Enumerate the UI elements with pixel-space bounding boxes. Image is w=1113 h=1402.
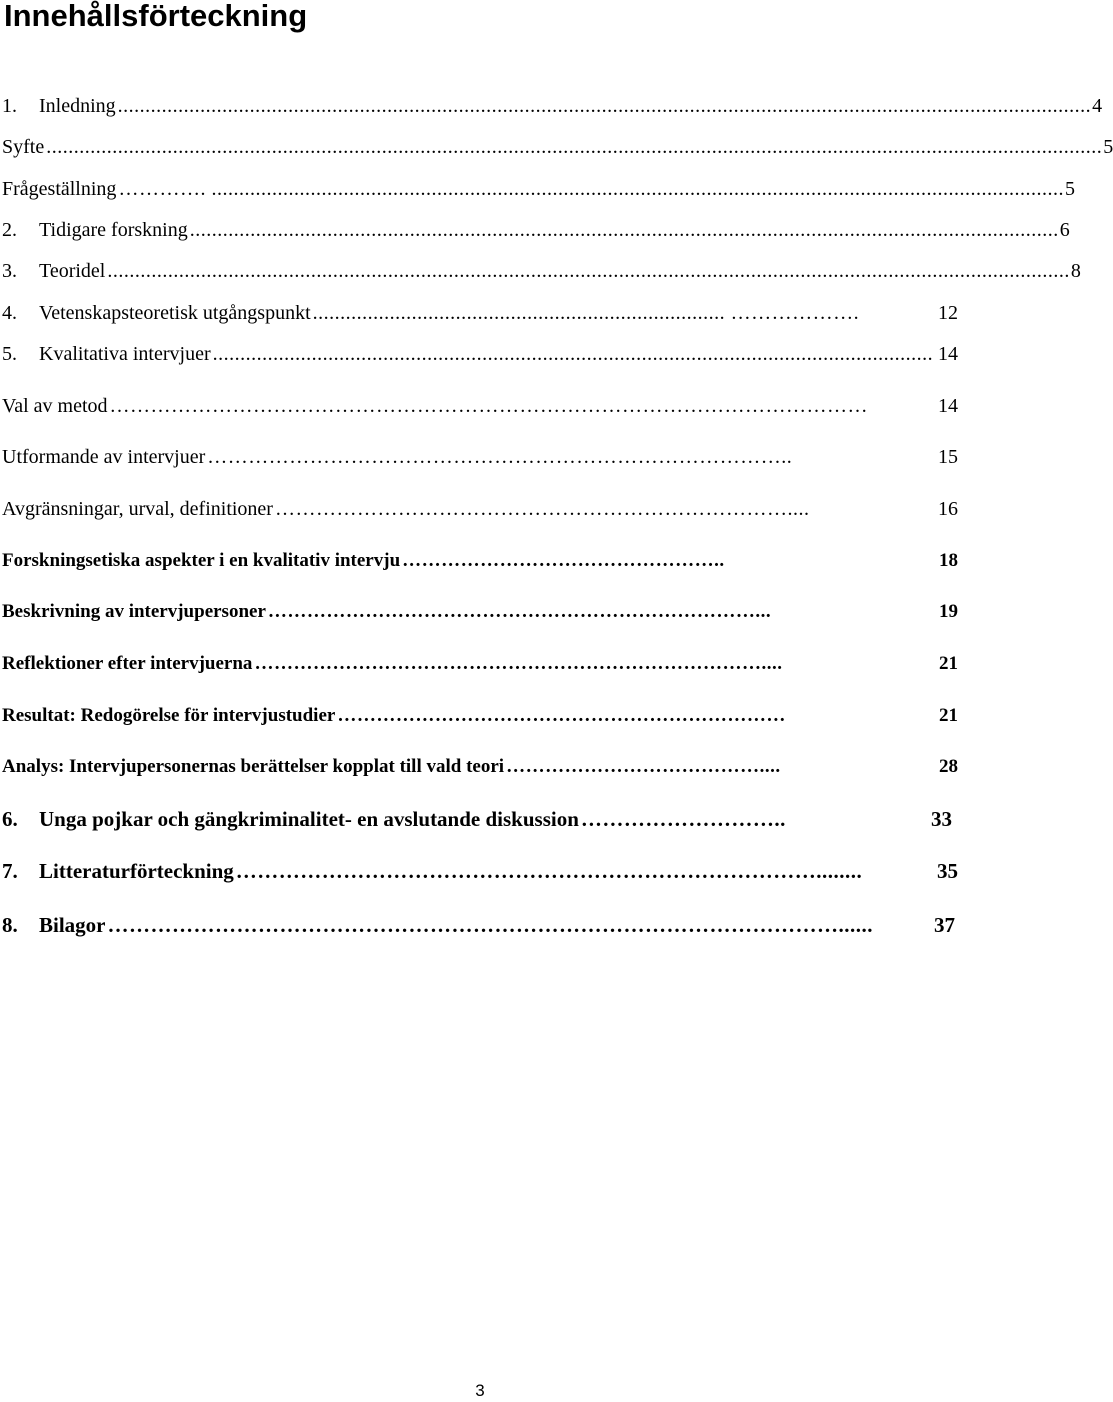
- toc-entry-number: 1.: [2, 95, 17, 117]
- toc-entry-val-av-metod[interactable]: [2, 393, 958, 419]
- toc-entry-page: 18: [939, 550, 958, 571]
- toc-entry-unga-pojkar[interactable]: [2, 806, 952, 832]
- toc-entry-page: 21: [939, 705, 958, 726]
- toc-entry-number: 7.: [2, 859, 18, 883]
- toc-leader-dots: ………………………………………………………………………........: [235, 859, 863, 883]
- toc-entry-fragestallning[interactable]: [2, 176, 1075, 202]
- toc-entry-label: Avgränsningar, urval, definitioner: [2, 498, 273, 520]
- toc-entry-label: Inledning: [39, 95, 116, 117]
- toc-leader-dots: …………………………………………………………………………………………......: [107, 913, 873, 937]
- toc-entry-label: Resultat: Redogörelse för intervjustudier: [2, 705, 336, 726]
- toc-entry-label: Kvalitativa intervjuer: [39, 343, 211, 365]
- toc-entry-analys[interactable]: [2, 754, 958, 780]
- toc-leader-dots: ………………………..: [580, 807, 786, 831]
- toc-leader-dots: ........................................................................... ……………….: [312, 302, 860, 324]
- toc-entry-forskningsetiska[interactable]: [2, 548, 958, 574]
- toc-entry-page: 5: [1064, 178, 1075, 200]
- toc-entry-reflektioner[interactable]: [2, 651, 958, 677]
- toc-entry-number: 6.: [2, 807, 18, 831]
- toc-leader-dots: …………………………………………………………………...: [267, 601, 772, 622]
- toc-entry-avgransningar[interactable]: [2, 496, 958, 522]
- page-title: Innehållsförteckning: [4, 0, 308, 33]
- toc-entry-label: Val av metod: [2, 395, 108, 417]
- toc-entry-number: 5.: [2, 343, 17, 365]
- toc-entry-utformande[interactable]: [2, 444, 958, 470]
- toc-entry-beskrivning[interactable]: [2, 599, 958, 625]
- toc-entry-label: Beskrivning av intervjupersoner: [2, 601, 266, 622]
- toc-entry-page: 6: [1059, 219, 1070, 241]
- toc-entry-label: Frågeställning: [2, 178, 117, 200]
- toc-entry-label: Utformande av intervjuer: [2, 446, 206, 468]
- toc-leader-dots: ...............................................................................................................................................................................: [107, 260, 1070, 282]
- toc-entry-page: 16: [938, 498, 958, 520]
- toc-entry-label: Analys: Intervjupersonernas berättelser kopplat till vald teori: [2, 756, 505, 777]
- toc-entry-tidigare-forskning[interactable]: [2, 217, 1070, 243]
- toc-entry-syfte[interactable]: [2, 134, 1113, 160]
- toc-leader-dots: ...................................................................................................................................: [212, 343, 934, 365]
- toc-entry-number: 2.: [2, 219, 17, 241]
- toc-leader-dots: …………………………………………..: [402, 550, 725, 571]
- toc-entry-label: Unga pojkar och gängkriminalitet- en avslutande diskussion: [39, 807, 579, 831]
- toc-entry-number: 3.: [2, 260, 17, 282]
- toc-leader-dots: …………………………………………………………………………………………………: [109, 395, 869, 417]
- toc-entry-vetenskapsteoretisk[interactable]: [2, 300, 958, 326]
- toc-entry-litteraturforteckning[interactable]: [2, 858, 958, 884]
- toc-leader-dots: ..............................................................................................................................................................: [189, 219, 1059, 241]
- toc-entry-label: Syfte: [2, 136, 45, 158]
- toc-entry-page: 37: [934, 913, 955, 937]
- toc-entry-label: Reflektioner efter intervjuerna: [2, 653, 253, 674]
- toc-entry-label: Forskningsetiska aspekter i en kvalitativ intervju: [2, 550, 401, 571]
- toc-entry-inledning[interactable]: [2, 93, 1103, 119]
- toc-entry-page: 28: [939, 756, 958, 777]
- toc-entry-page: 14: [938, 395, 958, 417]
- toc-leader-dots: …………………………………....: [506, 756, 781, 777]
- toc-entry-page: 35: [937, 859, 958, 883]
- toc-entry-resultat[interactable]: [2, 703, 958, 729]
- toc-entry-label: Teoridel: [39, 260, 106, 282]
- toc-leader-dots: .................................................................................................................................................................................: [117, 95, 1092, 117]
- toc-leader-dots: ……………………………………………………………: [337, 705, 786, 726]
- toc-entry-page: 12: [938, 302, 958, 324]
- toc-entry-label: Litteraturförteckning: [39, 859, 234, 883]
- toc-entry-page: 14: [938, 343, 958, 365]
- toc-entry-kvalitativa-intervjuer[interactable]: [2, 341, 958, 367]
- toc-entry-label: Bilagor: [39, 913, 106, 937]
- toc-entry-page: 33: [931, 807, 952, 831]
- toc-entry-label: Tidigare forskning: [39, 219, 188, 241]
- toc-leader-dots: …………. ...........................................................................................................................................................: [118, 178, 1064, 200]
- page-number: 3: [475, 1381, 485, 1400]
- toc-entry-bilagor[interactable]: [2, 912, 955, 938]
- toc-entry-number: 4.: [2, 302, 17, 324]
- toc-entry-teoridel[interactable]: [2, 258, 1081, 284]
- toc-entry-page: 5: [1103, 136, 1113, 158]
- toc-entry-number: 8.: [2, 913, 18, 937]
- toc-entry-page: 21: [939, 653, 958, 674]
- toc-leader-dots: …………………………………………………………………....: [274, 498, 810, 520]
- toc-leader-dots: …………………………………………………………………………..: [207, 446, 793, 468]
- toc-entry-page: 8: [1070, 260, 1081, 282]
- toc-entry-label: Vetenskapsteoretisk utgångspunkt: [39, 302, 311, 324]
- toc-leader-dots: ……………………………………………………………………....: [254, 653, 783, 674]
- toc-entry-page: 19: [939, 601, 958, 622]
- toc-leader-dots: ................................................................................................................................................................................................: [46, 136, 1103, 158]
- toc-entry-page: 4: [1092, 95, 1103, 117]
- toc-entry-page: 15: [938, 446, 958, 468]
